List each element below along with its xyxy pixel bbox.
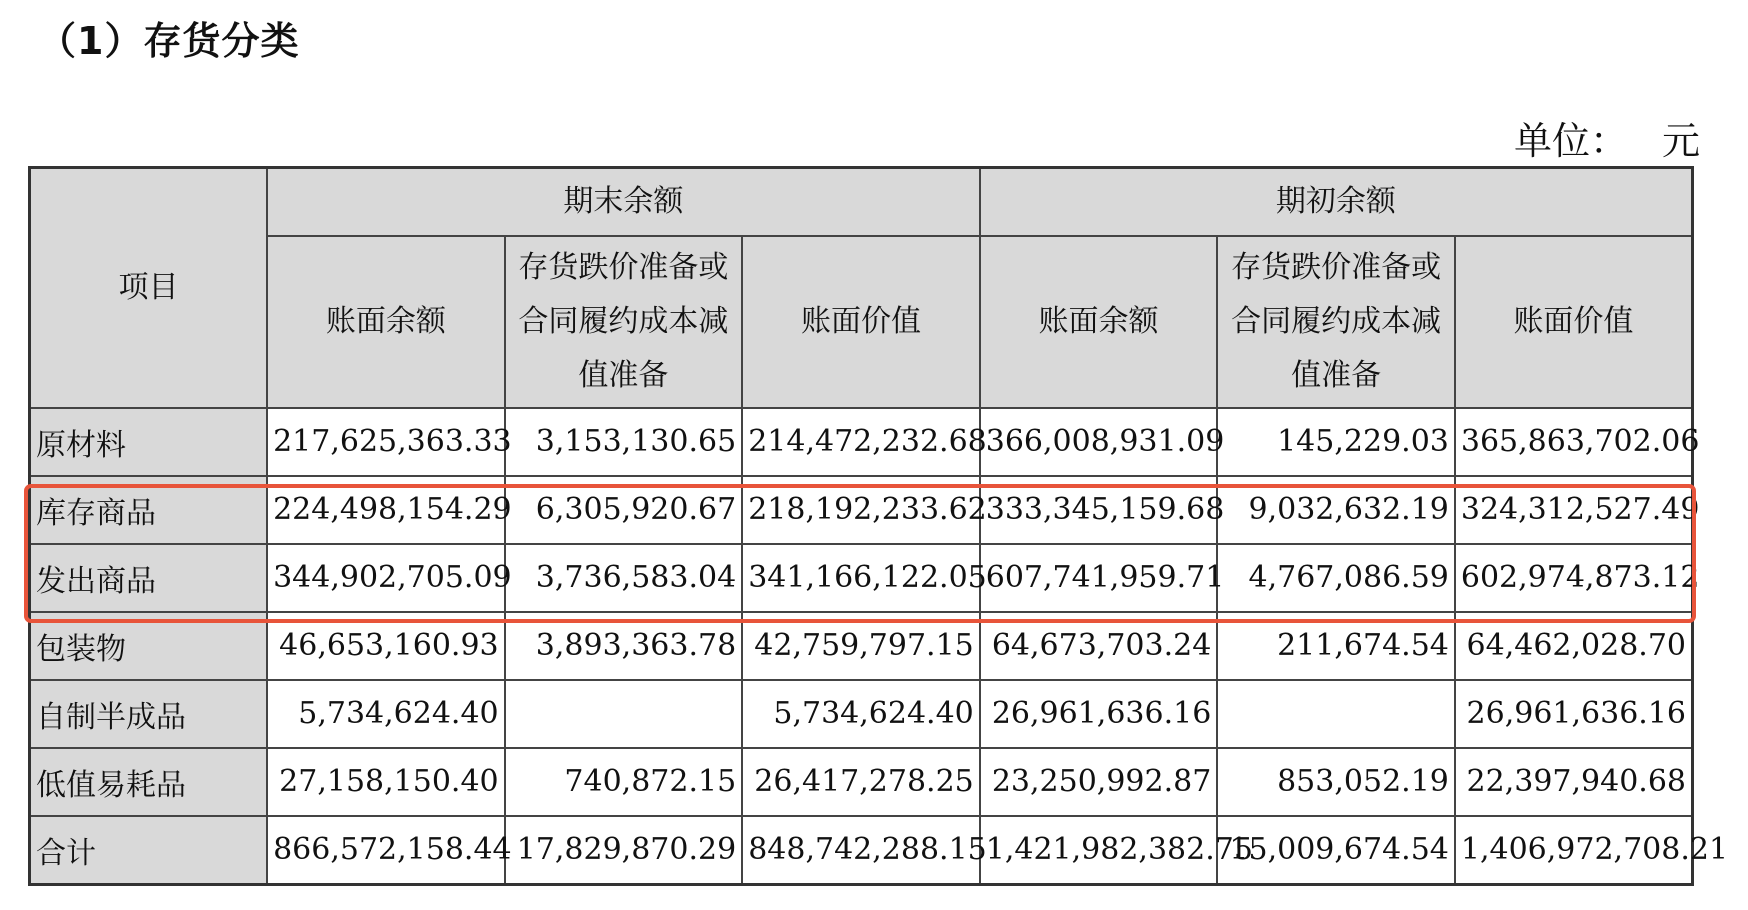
- cell-value: 365,863,702.06: [1455, 408, 1693, 476]
- cell-value: 6,305,920.67: [505, 476, 743, 544]
- cell-value: 366,008,931.09: [980, 408, 1218, 476]
- header-group-end: 期末余额: [267, 168, 980, 236]
- cell-value: 1,406,972,708.21: [1455, 816, 1693, 885]
- cell-value: [1217, 680, 1455, 748]
- unit-label: [1514, 110, 1700, 165]
- cell-value: 341,166,122.05: [742, 544, 980, 612]
- header-item: 项目: [30, 168, 268, 408]
- cell-value: 64,462,028.70: [1455, 612, 1693, 680]
- row-label: 原材料: [30, 408, 268, 476]
- cell-value: 866,572,158.44: [267, 816, 505, 885]
- cell-value: 218,192,233.62: [742, 476, 980, 544]
- cell-value: 607,741,959.71: [980, 544, 1218, 612]
- cell-value: 9,032,632.19: [1217, 476, 1455, 544]
- cell-value: [505, 680, 743, 748]
- unit-caption: 单位：: [1513, 119, 1628, 163]
- cell-value: 344,902,705.09: [267, 544, 505, 612]
- cell-value: 145,229.03: [1217, 408, 1455, 476]
- cell-value: 1,421,982,382.75: [980, 816, 1218, 885]
- cell-value: 5,734,624.40: [742, 680, 980, 748]
- table-row: [30, 476, 1693, 544]
- table-row-total: [30, 816, 1693, 885]
- cell-value: 214,472,232.68: [742, 408, 980, 476]
- header-begin-book-value: 账面价值: [1455, 236, 1693, 408]
- header-end-book-value: 账面价值: [742, 236, 980, 408]
- cell-value: 3,153,130.65: [505, 408, 743, 476]
- table-row: [30, 544, 1693, 612]
- header-begin-provision: 存货跌价准备或合同履约成本减值准备: [1217, 236, 1455, 408]
- cell-value: 602,974,873.12: [1455, 544, 1693, 612]
- cell-value: 46,653,160.93: [267, 612, 505, 680]
- table-row: [30, 408, 1693, 476]
- row-label: 低值易耗品: [30, 748, 268, 816]
- cell-value: 26,961,636.16: [980, 680, 1218, 748]
- unit-value: 元: [1661, 119, 1700, 163]
- cell-value: 22,397,940.68: [1455, 748, 1693, 816]
- row-label: 发出商品: [30, 544, 268, 612]
- cell-value: 4,767,086.59: [1217, 544, 1455, 612]
- cell-value: 17,829,870.29: [505, 816, 743, 885]
- table-row: [30, 612, 1693, 680]
- cell-value: 64,673,703.24: [980, 612, 1218, 680]
- row-label: 包装物: [30, 612, 268, 680]
- cell-value: 848,742,288.15: [742, 816, 980, 885]
- cell-value: 23,250,992.87: [980, 748, 1218, 816]
- row-label: 合计: [30, 816, 268, 885]
- cell-value: 27,158,150.40: [267, 748, 505, 816]
- cell-value: 740,872.15: [505, 748, 743, 816]
- cell-value: 3,736,583.04: [505, 544, 743, 612]
- table-row: [30, 748, 1693, 816]
- cell-value: 224,498,154.29: [267, 476, 505, 544]
- cell-value: 26,417,278.25: [742, 748, 980, 816]
- table-row: [30, 680, 1693, 748]
- inventory-table: [28, 166, 1729, 886]
- cell-value: 217,625,363.33: [267, 408, 505, 476]
- cell-value: 324,312,527.49: [1455, 476, 1693, 544]
- row-label: 库存商品: [30, 476, 268, 544]
- cell-value: 5,734,624.40: [267, 680, 505, 748]
- cell-value: 26,961,636.16: [1455, 680, 1693, 748]
- header-end-book-balance: 账面余额: [267, 236, 505, 408]
- header-group-begin: 期初余额: [980, 168, 1693, 236]
- cell-value: 853,052.19: [1217, 748, 1455, 816]
- cell-value: 15,009,674.54: [1217, 816, 1455, 885]
- cell-value: 3,893,363.78: [505, 612, 743, 680]
- cell-value: 333,345,159.68: [980, 476, 1218, 544]
- row-label: 自制半成品: [30, 680, 268, 748]
- header-end-provision: 存货跌价准备或合同履约成本减值准备: [505, 236, 743, 408]
- cell-value: 211,674.54: [1217, 612, 1455, 680]
- header-begin-book-balance: 账面余额: [980, 236, 1218, 408]
- section-title: （1）存货分类: [38, 19, 300, 63]
- cell-value: 42,759,797.15: [742, 612, 980, 680]
